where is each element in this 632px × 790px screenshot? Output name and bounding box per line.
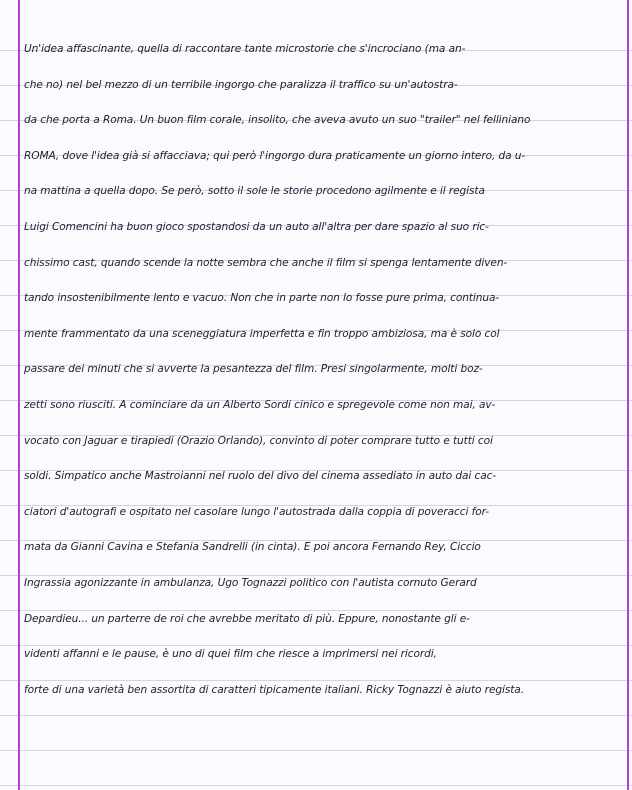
text-line: forte di una varietà ben assortita di caratteri tipicamente italiani. Ricky Tognazzi è aiuto regista. [24,683,524,696]
text-line: Ingrassia agonizzante in ambulanza, Ugo Tognazzi politico con l'autista cornuto Gerard [24,576,477,589]
text-line: ciatori d'autografi e ospitato nel casolare lungo l'autostrada dalla coppia di poveracci for- [24,505,489,518]
text-line: na mattina a quella dopo. Se però, sotto il sole le storie procedono agilmente e il regista [24,185,485,198]
handwritten-text [24,32,627,708]
text-line: chissimo cast, quando scende la notte sembra che anche il film si spenga lentamente diven- [24,256,508,269]
text-line: Depardieu... un parterre de roi che avrebbe meritato di più. Eppure, nonostante gli e- [24,612,470,625]
text-line: Un'idea affascinante, quella di raccontare tante microstorie che s'incrociano (ma an- [24,43,466,55]
right-margin-line [627,0,629,790]
text-line: Luigi Comencini ha buon gioco spostandosi da un auto all'altra per dare spazio al suo ric- [24,220,489,233]
text-line: zetti sono riusciti. A cominciare da un Alberto Sordi cinico e spregevole come non mai, av- [24,398,496,411]
text-line: passare dei minuti che si avverte la pesantezza del film. Presi singolarmente, molti boz- [24,363,483,376]
text-line: che no) nel bel mezzo di un terribile ingorgo che paralizza il traffico su un'autostra- [24,78,458,91]
left-margin-line [18,0,20,790]
text-line: da che porta a Roma. Un buon film corale, insolito, che aveva avuto un suo "trailer" nel felliniano [24,114,531,127]
text-line: ROMA, dove l'idea già si affacciava; qui però l'ingorgo dura praticamente un giorno intero, da u- [24,149,526,162]
text-line: videnti affanni e le pause, è uno di quei film che riesce a imprimersi nei ricordi, [24,648,437,661]
text-line: mata da Gianni Cavina e Stefania Sandrelli (in cinta). E poi ancora Fernando Rey, Ciccio [24,541,481,554]
text-line: mente frammentato da una sceneggiatura imperfetta e fin troppo ambiziosa, ma è solo col [24,327,500,340]
text-line: vocato con Jaguar e tirapiedi (Orazio Orlando), convinto di poter comprare tutto e tutti coi [24,434,493,447]
text-line: soldi. Simpatico anche Mastroianni nel ruolo del divo del cinema assediato in auto dai cac- [24,470,497,483]
text-line: tando insostenibilmente lento e vacuo. Non che in parte non lo fosse pure prima, continua- [24,292,500,305]
